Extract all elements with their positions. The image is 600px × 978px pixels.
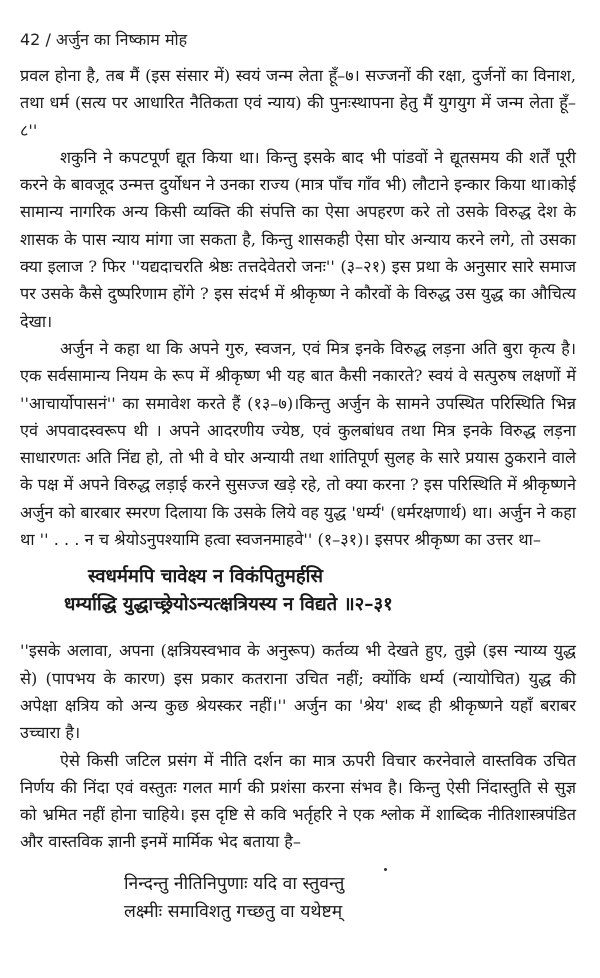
paragraph-4: ''इसके अलावा, अपना (क्षत्रियस्वभाव के अनुरूप) कर्तव्य भी देखते हुए, तुझे (इस न्याय्य युद्ध से) (पापभय के कारण) इस प्रकार कतराना उचित नहीं; क्योंकि धर्म्य (न्यायोचित) युद्ध की अपेक्षा क्षत्रिय को अन्य कुछ श्रेयस्कर नहीं।'' अर्जुन का 'श्रेय' शब्द ही श्रीकृष्णने यहाँ बराबर उच्चारा है। (20, 641, 576, 743)
verse-line-2: धर्म्याद्धि युद्धाच्छ्रेयोऽन्यत्क्षत्रियस्य न विद्यते ॥२–३१ (64, 594, 393, 616)
header-separator: / (40, 30, 56, 49)
paragraph-3: अर्जुन ने कहा था कि अपने गुरु, स्वजन, एवं मित्र इनके विरुद्ध लड़ना अति बुरा कृत्य है। एक सर्वसामान्य नियम के रूप में श्रीकृष्ण भी यह बात कैसी नकारते? स्वयं वे सत्पुरुष लक्षणों में ''आचार्योपासनं'' का समावेश करते हैं (१३–७)।किन्तु अर्जुन के सामने उपस्थित परिस्थिति भिन्न एवं अपवादस्वरूप थी । अपने आदरणीय ज्येष्ठ, एवं कुलबांधव तथा मित्र इनके विरुद्ध लड़ना साधारणतः अति निंद्य हो, तो भी वे घोर अन्यायी तथा शांतिपूर्ण सुलह के सारे प्रयास ठुकराने वाले के पक्ष में अपने विरुद्ध लड़ाई करने सुसज्ज खड़े रहे, तो क्या करना ? इस परिस्थिति में श्रीकृष्णने अर्जुन को बारबार स्मरण दिलाया कि उसके लिये वह युद्ध 'धर्म्य' (धर्मरक्षणार्थ) था। अर्जुन ने कहा था '' . . . न च श्रेयोऽनुपश्यामि हत्वा स्वजनमाहवे'' (१–३१)। इसपर श्रीकृष्ण का उत्तर था– (20, 338, 576, 550)
book-page (20, 0, 576, 926)
paragraph-2: शकुनि ने कपटपूर्ण द्यूत किया था। किन्तु इसके बाद भी पांडवों ने द्यूतसमय की शर्तें पूरी करने के बावजूद उन्मत्त दुर्योधन ने उनका राज्य (मात्र पाँच गाँव भी) लौटाने इन्कार किया था।कोई सामान्य नागरिक अन्य किसी व्यक्ति की संपत्ति का ऐसा अपहरण करे तो उसके विरुद्ध देश के शासक के पास न्याय मांगा जा सकता है, किन्तु शासकही ऐसा घोर अन्याय करने लगे, तो उसका क्या इलाज ? फिर ''यद्यदाचरति श्रेष्ठः तत्तदेवेतरो जनः'' (३–२१) इस प्रथा के अनुसार सारे समाज पर उसके कैसे दुष्परिणाम होंगे ? इस संदर्भ में श्रीकृष्ण ने कौरवों के विरुद्ध उस युद्ध का औचित्य देखा। (20, 147, 576, 331)
paragraph-5: ऐसे किसी जटिल प्रसंग में नीति दर्शन का मात्र ऊपरी विचार करनेवाले वास्तविक उचित निर्णय की निंदा एवं वस्तुतः गलत मार्ग की प्रशंसा करना संभव है। किन्तु ऐसी निंदास्तुति से सुज्ञ को भ्रमित नहीं होना चाहिये। इस दृष्टि से कवि भर्तृहरि ने एक श्लोक में शाब्दिक नीतिशास्त्रपंडित और वास्तविक ज्ञानी इनमें मार्मिक भेद बताया है– (20, 750, 576, 852)
page-number: 42 (20, 30, 41, 49)
gita-verse (20, 563, 576, 619)
verse-2-line-2: लक्ष्मीः समाविशतु गच्छतु वा यथेष्टम् (124, 901, 343, 922)
paragraph-1: प्रवल होना है, तब मैं (इस संसार में) स्वयं जन्म लेता हूँ–७। सज्जनों की रक्षा, दुर्जनों का विनाश, तथा धर्म (सत्य पर आधारित नैतिकता एवं न्याय) की पुनःस्थापना हेतु मैं युगयुग में जन्म लेता हूँ–८'' (20, 66, 576, 140)
running-header (20, 28, 576, 52)
bhartrihari-verse (20, 870, 576, 926)
print-speck (384, 868, 387, 871)
verse-line-1: स्वधर्ममपि चावेक्ष्य न विकंपितुमर्हसि (88, 566, 323, 588)
chapter-title: अर्जुन का निष्काम मोह (55, 30, 188, 49)
verse-2-line-1: निन्दन्तु नीतिनिपुणाः यदि वा स्तुवन्तु (124, 873, 345, 894)
